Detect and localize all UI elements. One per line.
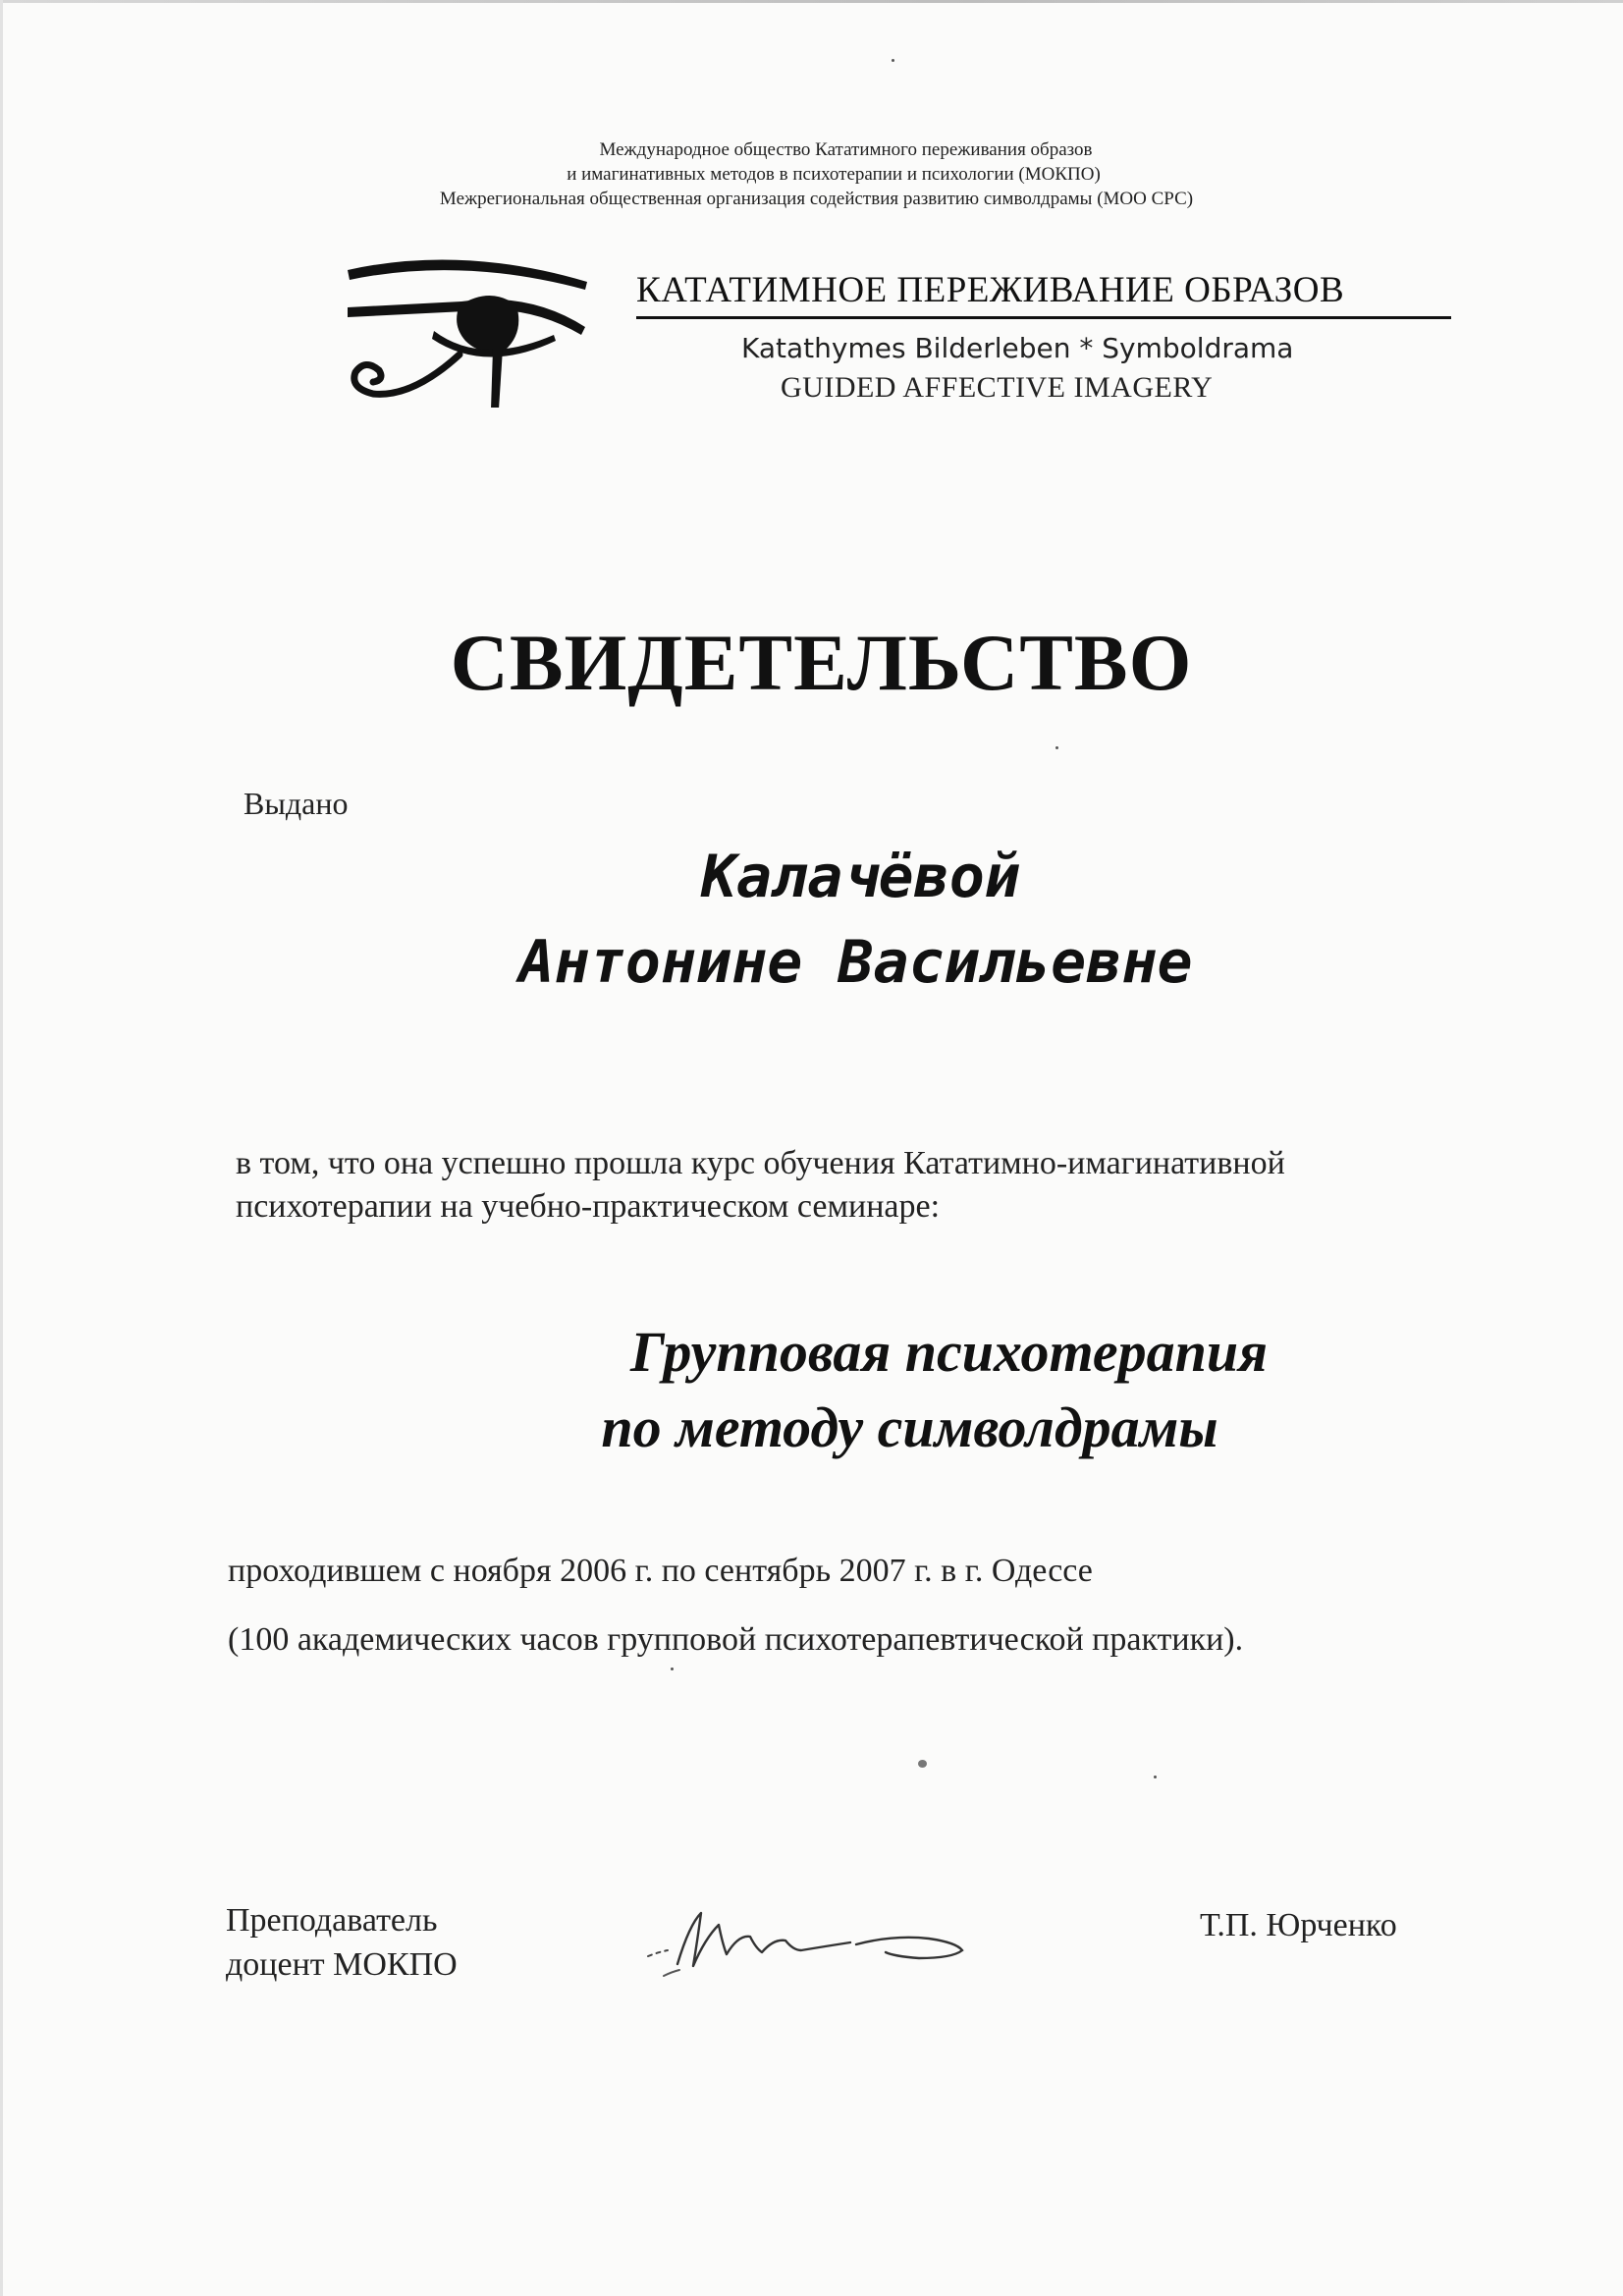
scan-edge-top xyxy=(0,0,1623,3)
seminar-period: проходившем с ноября 2006 г. по сентябрь 2007 г. в г. Одессе xyxy=(228,1553,1093,1589)
scan-speck xyxy=(1154,1776,1157,1778)
scan-speck xyxy=(892,59,894,62)
scan-speck xyxy=(1055,746,1058,749)
course-intro-line-1: в том, что она успешно прошла курс обучения Кататимно-имагинативной xyxy=(236,1145,1285,1181)
eye-of-horus-logo-icon xyxy=(344,250,599,408)
issued-to-label: Выдано xyxy=(243,786,349,821)
recipient-surname: Калачёвой xyxy=(700,843,1021,911)
brand-underline xyxy=(636,316,1451,319)
brand-subtitle-german: Katathymes Bilderleben * Symboldrama xyxy=(741,332,1294,364)
organization-line-3: Межрегиональная общественная организация содействия развитию символдрамы (МОО СРС) xyxy=(439,189,1194,209)
seminar-title-line-2: по методу символдрамы xyxy=(601,1395,1218,1459)
handwritten-signature xyxy=(628,1895,1001,1984)
scan-speck xyxy=(671,1667,674,1670)
certificate-title: СВИДЕТЕЛЬСТВО xyxy=(450,618,1193,707)
organization-header xyxy=(0,137,1623,211)
recipient-given-names: Антонине Васильевне xyxy=(518,928,1193,997)
organization-line-1: Международное общество Кататимного переживания образов xyxy=(599,139,1093,160)
scan-edge-left xyxy=(0,0,3,2296)
scan-speck xyxy=(918,1760,927,1768)
brand-title: КАТАТИМНОЕ ПЕРЕЖИВАНИЕ ОБРАЗОВ xyxy=(636,270,1345,310)
seminar-hours: (100 академических часов групповой психотерапевтической практики). xyxy=(228,1621,1244,1658)
seminar-title-line-1: Групповая психотерапия xyxy=(629,1320,1269,1384)
signatory-role-line-2: доцент МОКПО xyxy=(226,1946,458,1983)
signatory-role-line-1: Преподаватель xyxy=(226,1902,438,1939)
brand-subtitle-english: GUIDED AFFECTIVE IMAGERY xyxy=(781,371,1214,404)
course-intro-line-2: психотерапии на учебно-практическом семинаре: xyxy=(236,1188,941,1225)
organization-line-2: и имагинативных методов в психотерапии и психологии (МОКПО) xyxy=(567,164,1101,185)
signatory-name: Т.П. Юрченко xyxy=(1200,1907,1397,1943)
